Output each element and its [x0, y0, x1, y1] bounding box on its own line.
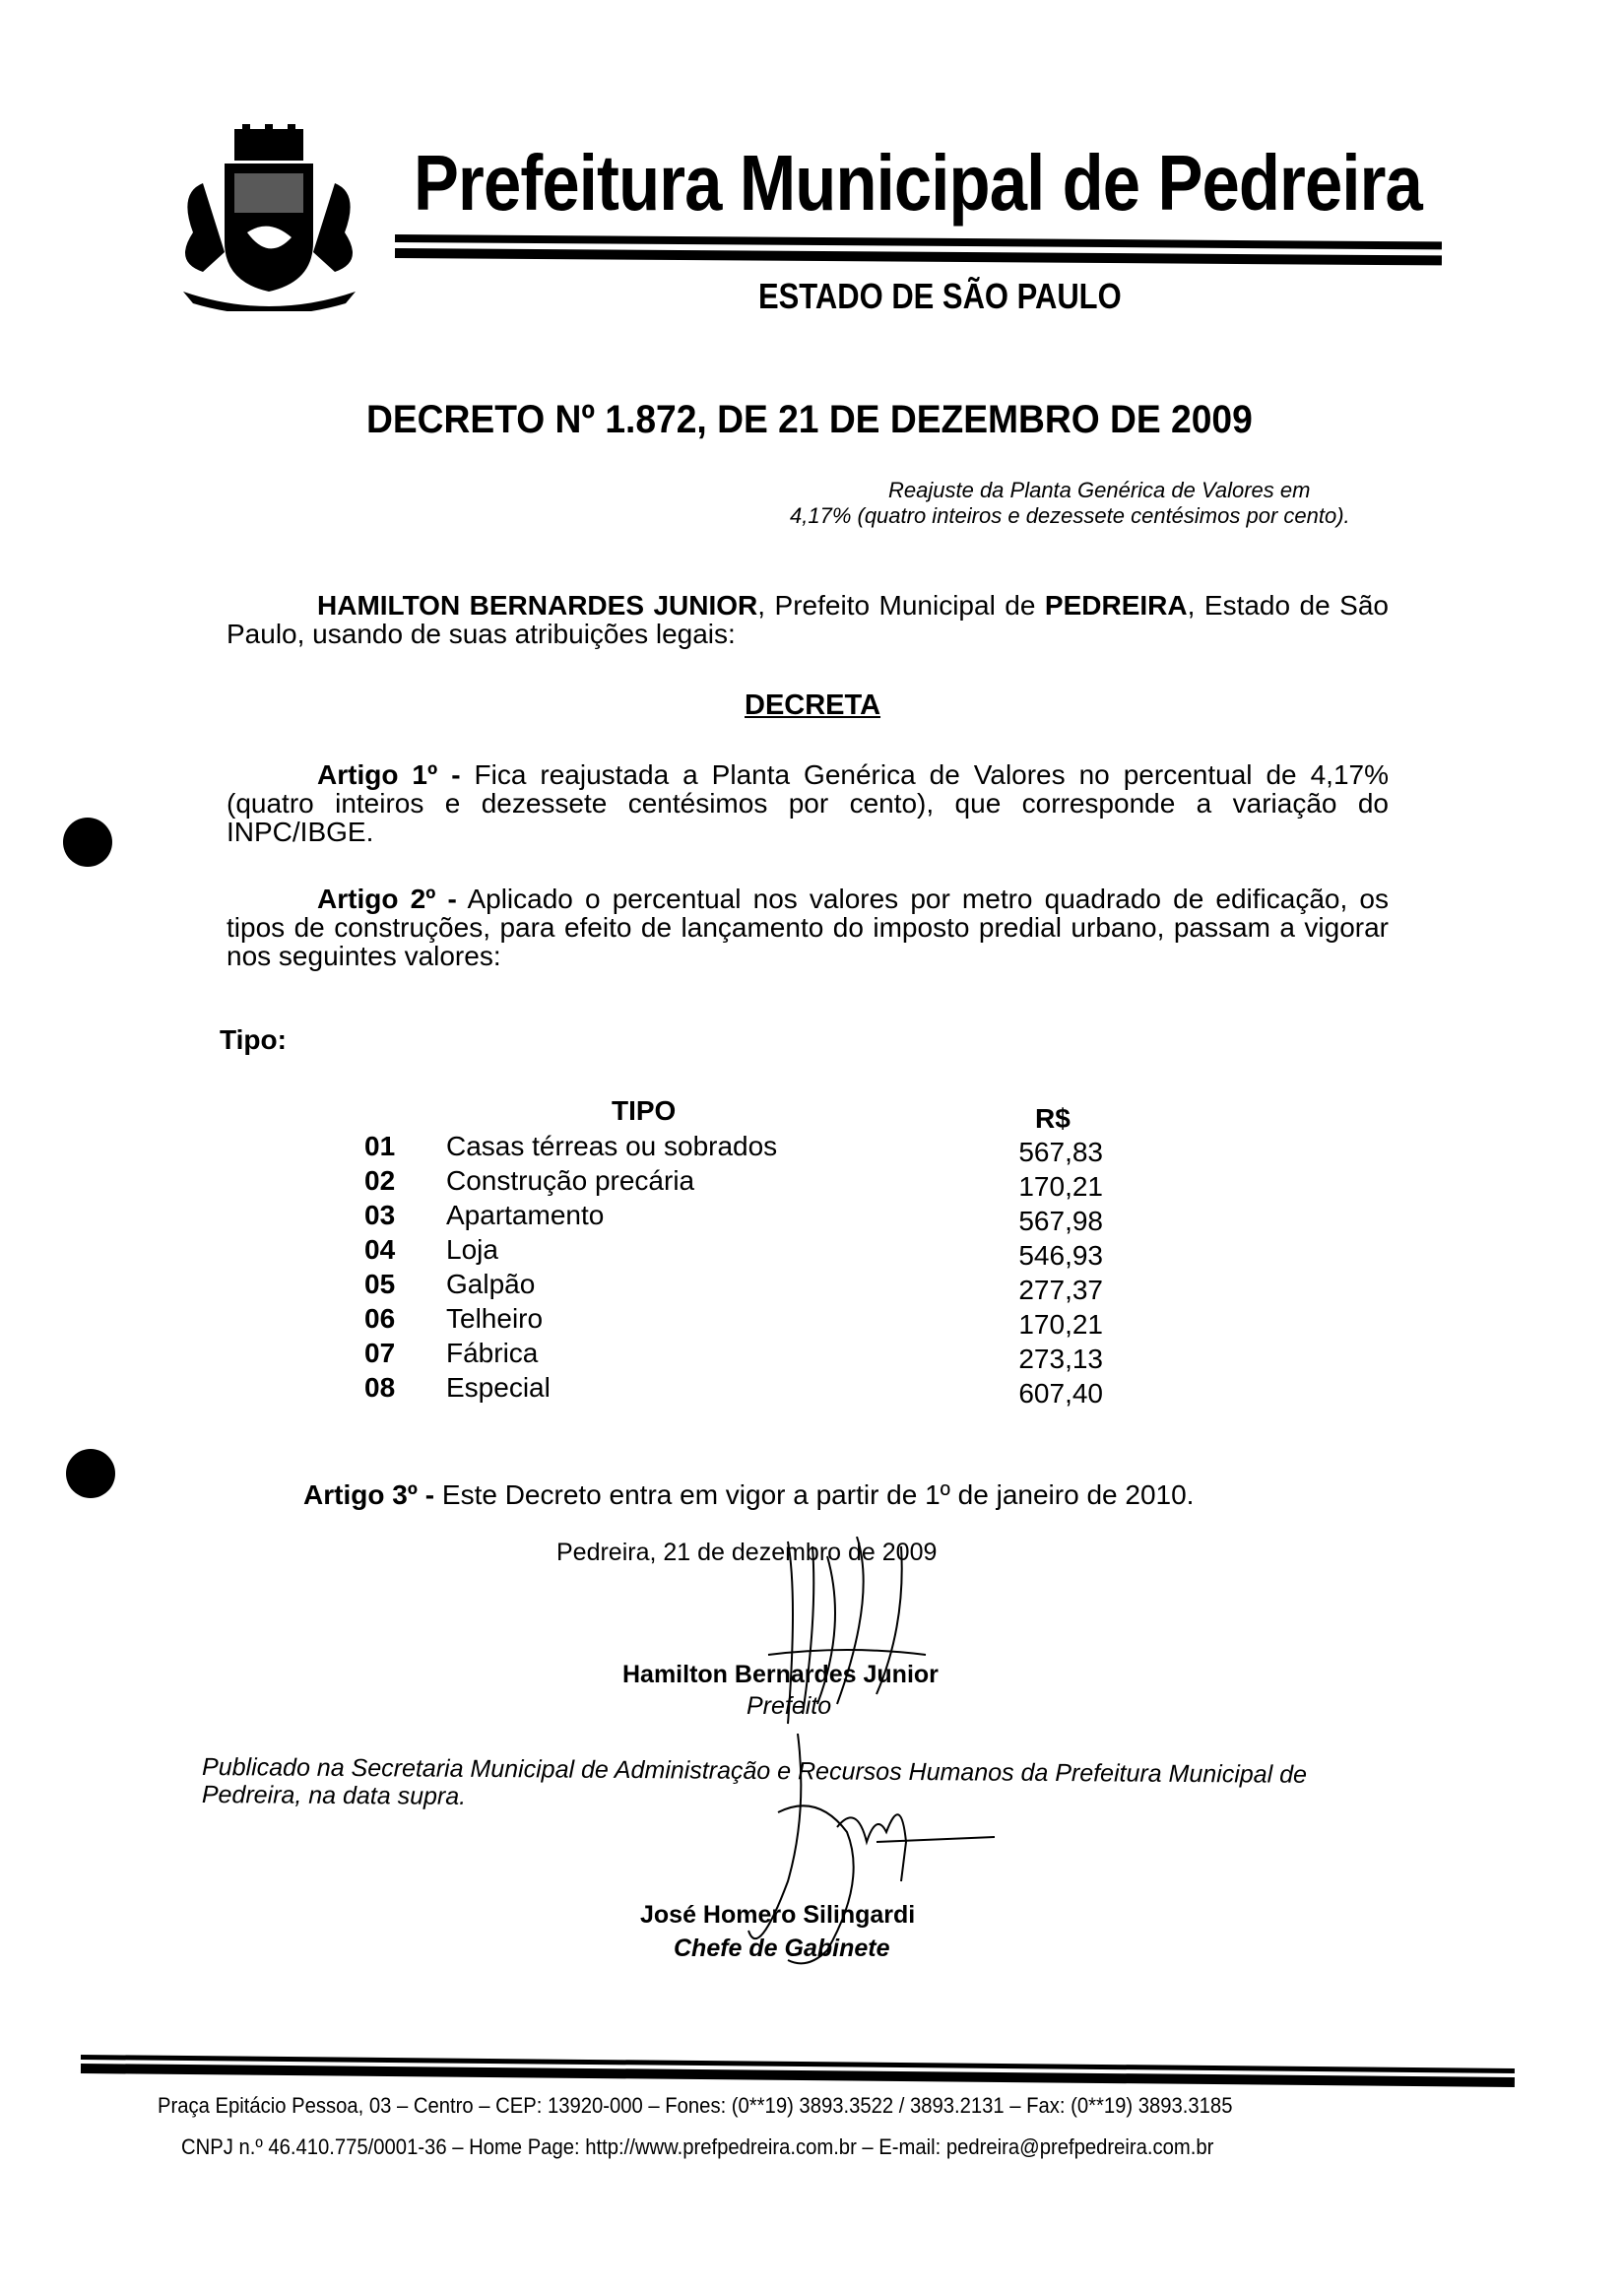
- publication-note: Publicado na Secretaria Municipal de Administração e Recursos Humanos da Prefeitura Municipal de Pedreira, na data supra.: [201, 1753, 1308, 1810]
- article-1-label: Artigo 1º -: [317, 759, 461, 790]
- mayor-signature: [729, 1537, 985, 1734]
- row-value: 546,93: [1018, 1240, 1103, 1271]
- row-value: 567,83: [1018, 1137, 1103, 1167]
- decree-summary: Reajuste da Planta Genérica de Valores em 4,17% (quatro inteiros e dezessete centésimos por cento).: [790, 478, 1350, 528]
- row-value: 273,13: [1018, 1344, 1103, 1374]
- row-type: Fábrica: [446, 1338, 539, 1368]
- punch-hole: [66, 1449, 115, 1498]
- row-type: Telheiro: [446, 1303, 544, 1334]
- table-header-tipo: TIPO: [612, 1095, 677, 1126]
- footer-contact: CNPJ n.º 46.410.775/0001-36 – Home Page: http://www.prefpedreira.com.br – E-mail: pedreira@prefpedreira.com.br: [181, 2134, 1214, 2159]
- row-type: Galpão: [446, 1269, 536, 1299]
- article-1-text: Fica reajustada a Planta Genérica de Valores no percentual de 4,17% (quatro inteiros e dezessete centésimos por cento), que corresponde a variação do INPC/IBGE.: [227, 759, 1389, 847]
- article-2-label: Artigo 2º -: [317, 884, 457, 914]
- table-row: [364, 1338, 1103, 1372]
- row-code: 03: [364, 1200, 396, 1230]
- place-date: Pedreira, 21 de dezembro de 2009: [556, 1539, 938, 1566]
- table-row: [364, 1165, 1103, 1200]
- header-state: ESTADO DE SÃO PAULO: [758, 276, 1122, 316]
- row-value: 277,37: [1018, 1275, 1103, 1305]
- row-code: 08: [364, 1372, 396, 1403]
- row-value: 567,98: [1018, 1206, 1103, 1236]
- article-1: [227, 760, 1389, 846]
- row-type: Loja: [446, 1234, 498, 1265]
- signer-mayor-name: Hamilton Bernardes Junior: [622, 1661, 939, 1688]
- city-name: PEDREIRA: [1044, 590, 1188, 621]
- footer-address: Praça Epitácio Pessoa, 03 – Centro – CEP: 13920-000 – Fones: (0**19) 3893.3522 / 3893.2131 – Fax: (0**19) 3893.3185: [158, 2093, 1233, 2118]
- header-title: Prefeitura Municipal de Pedreira: [414, 139, 1422, 227]
- article-3-label: Artigo 3º -: [303, 1479, 435, 1510]
- preamble-text-end: , Estado de São Paulo, usando de suas atribuições legais:: [227, 590, 1389, 649]
- row-type: Apartamento: [446, 1200, 605, 1230]
- article-2-text: Aplicado o percentual nos valores por metro quadrado de edificação, os tipos de construções, para efeito de lançamento do imposto predial urbano, passam a vigorar nos seguintes valores:: [227, 884, 1389, 971]
- row-code: 05: [364, 1269, 396, 1299]
- chief-signature: [729, 1734, 1014, 1970]
- decreta-heading: DECRETA: [745, 689, 881, 721]
- article-2: [227, 885, 1389, 970]
- row-type: Casas térreas ou sobrados: [446, 1131, 778, 1161]
- row-value: 607,40: [1018, 1378, 1103, 1409]
- signer-chief-name: José Homero Silingardi: [640, 1901, 916, 1929]
- table-row: [364, 1269, 1103, 1303]
- row-code: 01: [364, 1131, 396, 1161]
- table-row: [364, 1303, 1103, 1338]
- row-code: 02: [364, 1165, 396, 1196]
- table-row: [364, 1234, 1103, 1269]
- row-code: 07: [364, 1338, 396, 1368]
- article-3: [303, 1479, 1194, 1511]
- row-value: 170,21: [1018, 1171, 1103, 1202]
- punch-hole: [63, 818, 112, 867]
- table-row: [364, 1372, 1103, 1407]
- row-code: 04: [364, 1234, 396, 1265]
- table-row: [364, 1131, 1103, 1165]
- decree-title: DECRETO Nº 1.872, DE 21 DE DEZEMBRO DE 2009: [366, 398, 1253, 441]
- row-value: 170,21: [1018, 1309, 1103, 1340]
- tipo-label: Tipo:: [220, 1024, 287, 1055]
- article-3-text: Este Decreto entra em vigor a partir de 1º de janeiro de 2010.: [434, 1479, 1195, 1510]
- mayor-name: HAMILTON BERNARDES JUNIOR: [317, 590, 758, 621]
- preamble-text: , Prefeito Municipal de: [757, 590, 1045, 621]
- signer-mayor-role: Prefeito: [747, 1692, 832, 1720]
- header-rule: [395, 234, 1442, 249]
- header-rule-thick: [395, 248, 1442, 265]
- table-header-value: R$: [1035, 1103, 1071, 1134]
- row-type: Especial: [446, 1372, 551, 1403]
- preamble: [227, 591, 1389, 648]
- row-code: 06: [364, 1303, 396, 1334]
- coat-of-arms-logo: [163, 124, 375, 311]
- table-row: [364, 1200, 1103, 1234]
- signer-chief-role: Chefe de Gabinete: [674, 1935, 890, 1962]
- row-type: Construção precária: [446, 1165, 695, 1196]
